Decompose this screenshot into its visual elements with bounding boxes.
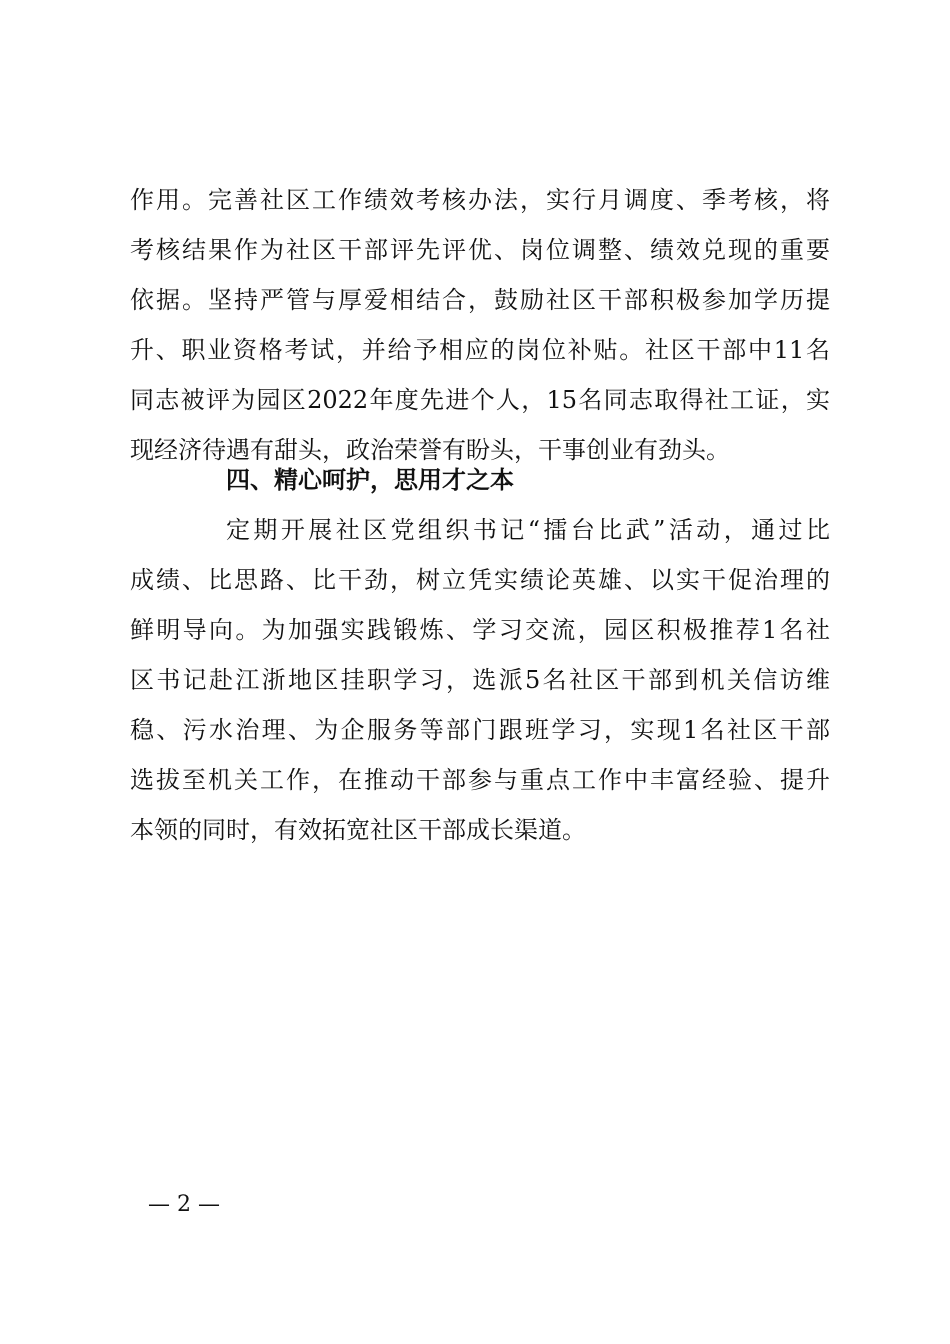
paragraph-line: 本领的同时，有效拓宽社区干部成长渠道。 xyxy=(130,816,586,844)
paragraph-line: 定期开展社区党组织书记“擂台比武”活动，通过比 xyxy=(226,516,830,544)
paragraph-line: 考核结果作为社区干部评先评优、岗位调整、绩效兑现的重要 xyxy=(130,236,830,264)
page-number: — 2 — xyxy=(148,1192,220,1217)
section-heading: 四、精心呵护，思用才之本 xyxy=(226,466,514,494)
paragraph-line: 现经济待遇有甜头，政治荣誉有盼头，干事创业有劲头。 xyxy=(130,436,730,464)
paragraph-line: 成绩、比思路、比干劲，树立凭实绩论英雄、以实干促治理的 xyxy=(130,566,830,594)
paragraph-line: 鲜明导向。为加强实践锻炼、学习交流，园区积极推荐1名社 xyxy=(130,616,830,644)
paragraph-line: 作用。完善社区工作绩效考核办法，实行月调度、季考核，将 xyxy=(130,186,830,214)
paragraph-line: 选拔至机关工作，在推动干部参与重点工作中丰富经验、提升 xyxy=(130,766,830,794)
paragraph-line: 区书记赴江浙地区挂职学习，选派5名社区干部到机关信访维 xyxy=(130,666,830,694)
paragraph-line: 升、职业资格考试，并给予相应的岗位补贴。社区干部中11名 xyxy=(130,336,830,364)
paragraph-line: 稳、污水治理、为企服务等部门跟班学习，实现1名社区干部 xyxy=(130,716,830,744)
paragraph-line: 依据。坚持严管与厚爱相结合，鼓励社区干部积极参加学历提 xyxy=(130,286,830,314)
paragraph-line: 同志被评为园区2022年度先进个人，15名同志取得社工证，实 xyxy=(130,386,830,414)
